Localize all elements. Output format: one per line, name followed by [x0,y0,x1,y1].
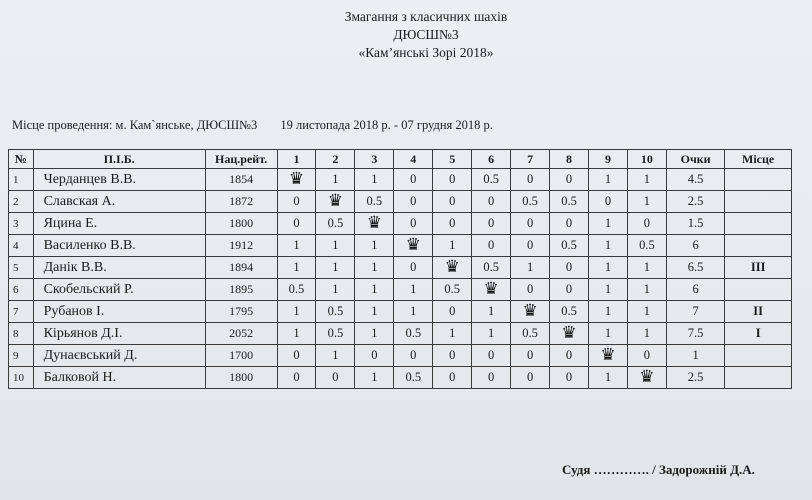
self-cell [472,279,511,301]
self-cell [316,191,355,213]
game-result: 1 [355,257,394,279]
player-points: 1.5 [666,213,724,235]
player-number: 3 [9,213,34,235]
game-result: 0.5 [316,213,355,235]
player-rating: 1854 [205,169,277,191]
player-place: III [725,257,792,279]
game-result: 1 [433,323,472,345]
game-result: 1 [627,301,666,323]
game-result: 1 [277,301,316,323]
game-result: 0 [277,345,316,367]
game-result: 1 [589,235,628,257]
chess-queen-icon: ♛ [366,213,382,233]
player-points: 1 [666,345,724,367]
self-cell [394,235,433,257]
game-result: 0 [394,191,433,213]
game-result: 1 [589,169,628,191]
game-result: 0 [433,191,472,213]
game-result: 0 [627,213,666,235]
player-number: 1 [9,169,34,191]
game-result: 1 [316,279,355,301]
game-result: 0 [433,169,472,191]
player-name: Скобельский Р. [33,279,205,301]
crosstable-body [9,169,792,389]
player-number: 6 [9,279,34,301]
self-cell [511,301,550,323]
game-result: 0 [511,279,550,301]
self-cell [589,345,628,367]
player-points: 2.5 [666,367,724,389]
game-result: 1 [355,367,394,389]
table-row [9,169,792,191]
player-points: 7.5 [666,323,724,345]
game-result: 0 [550,257,589,279]
game-result: 1 [394,301,433,323]
table-row [9,279,792,301]
game-result: 1 [355,279,394,301]
player-rating: 1912 [205,235,277,257]
game-result: 0.5 [394,367,433,389]
chess-queen-icon: ♛ [522,301,538,321]
game-result: 1 [511,257,550,279]
game-result: 0.5 [355,191,394,213]
game-result: 0 [627,345,666,367]
table-row [9,213,792,235]
column-header: 9 [589,150,628,169]
game-result: 1 [627,191,666,213]
chess-queen-icon: ♛ [405,235,421,255]
game-result: 1 [589,367,628,389]
game-result: 1 [589,323,628,345]
player-name: Яцина Е. [33,213,205,235]
player-place [725,213,792,235]
game-result: 1 [627,169,666,191]
game-result: 1 [589,213,628,235]
game-result: 0 [511,213,550,235]
game-result: 1 [316,345,355,367]
game-result: 1 [472,323,511,345]
game-result: 1 [627,323,666,345]
player-number: 5 [9,257,34,279]
game-result: 0.5 [277,279,316,301]
player-rating: 1895 [205,279,277,301]
game-result: 0 [550,345,589,367]
game-result: 0 [277,213,316,235]
competition-title: Змагання з класичних шахів [344,9,508,24]
chess-queen-icon: ♛ [600,345,616,365]
game-result: 1 [433,235,472,257]
player-rating: 1872 [205,191,277,213]
game-result: 0 [394,257,433,279]
chess-queen-icon: ♛ [483,279,499,299]
player-place [725,235,792,257]
tournament-name: «Кам’янські Зорі 2018» [358,45,494,60]
game-result: 0 [472,235,511,257]
game-result: 1 [355,323,394,345]
game-result: 0 [472,213,511,235]
venue-text: Місце проведення: м. Кам`янське, ДЮСШ№3 [12,118,258,132]
school-name: ДЮСШ№3 [393,27,459,42]
player-name: Славская А. [33,191,205,213]
chess-queen-icon: ♛ [639,367,655,387]
player-name: Данік В.В. [33,257,205,279]
game-result: 0 [511,367,550,389]
game-result: 1 [277,323,316,345]
self-cell [433,257,472,279]
player-points: 2.5 [666,191,724,213]
game-result: 0 [472,367,511,389]
player-points: 6.5 [666,257,724,279]
game-result: 1 [627,257,666,279]
self-cell [277,169,316,191]
game-result: 0 [355,345,394,367]
column-header: Нац.рейт. [205,150,277,169]
player-name: Кірьянов Д.І. [33,323,205,345]
venue-line [12,118,493,133]
column-header: 7 [511,150,550,169]
player-place: I [725,323,792,345]
player-place [725,367,792,389]
player-place [725,191,792,213]
player-name: Балковой Н. [33,367,205,389]
column-header: Місце [725,150,792,169]
player-name: Черданцев В.В. [33,169,205,191]
game-result: 0 [550,169,589,191]
table-row [9,367,792,389]
game-result: 1 [277,257,316,279]
game-result: 0.5 [627,235,666,257]
header-row [9,150,792,169]
self-cell [627,367,666,389]
game-result: 0.5 [433,279,472,301]
table-row [9,323,792,345]
chess-queen-icon: ♛ [288,169,305,189]
judge-signature-line: Судя …………. / Задорожній Д.А. [562,462,755,477]
player-place: II [725,301,792,323]
game-result: 0.5 [511,323,550,345]
game-result: 0 [394,345,433,367]
game-result: 0.5 [316,301,355,323]
game-result: 0.5 [472,257,511,279]
column-header: П.І.Б. [33,150,205,169]
tournament-dates: 19 листопада 2018 р. - 07 грудня 2018 р. [280,118,493,132]
player-number: 2 [9,191,34,213]
document-header [0,8,812,62]
game-result: 0 [550,367,589,389]
column-header: 1 [277,150,316,169]
game-result: 0 [394,213,433,235]
game-result: 1 [627,279,666,301]
self-cell [355,213,394,235]
game-result: 1 [589,301,628,323]
game-result: 0.5 [316,323,355,345]
game-result: 0.5 [472,169,511,191]
player-rating: 1795 [205,301,277,323]
column-header: 8 [550,150,589,169]
chess-queen-icon: ♛ [327,191,344,211]
player-name: Рубанов І. [33,301,205,323]
player-rating: 2052 [205,323,277,345]
player-points: 6 [666,235,724,257]
game-result: 1 [316,257,355,279]
game-result: 0 [511,345,550,367]
game-result: 0 [511,169,550,191]
chess-queen-icon: ♛ [561,323,577,343]
game-result: 0 [433,213,472,235]
game-result: 0.5 [394,323,433,345]
column-header: 6 [472,150,511,169]
game-result: 0 [472,191,511,213]
player-number: 10 [9,367,34,389]
game-result: 0 [433,345,472,367]
player-number: 8 [9,323,34,345]
game-result: 0 [316,367,355,389]
player-number: 4 [9,235,34,257]
player-place [725,169,792,191]
column-header: № [9,150,34,169]
game-result: 1 [589,279,628,301]
column-header: 10 [627,150,666,169]
column-header: 2 [316,150,355,169]
table-row [9,235,792,257]
column-header: 3 [355,150,394,169]
table-row [9,257,792,279]
game-result: 0 [394,169,433,191]
game-result: 0.5 [550,235,589,257]
game-result: 0 [472,345,511,367]
game-result: 1 [355,301,394,323]
game-result: 0 [550,279,589,301]
game-result: 1 [355,235,394,257]
chess-queen-icon: ♛ [444,257,460,277]
game-result: 1 [316,169,355,191]
player-number: 7 [9,301,34,323]
table-row [9,191,792,213]
game-result: 1 [316,235,355,257]
player-rating: 1800 [205,367,277,389]
table-row [9,345,792,367]
game-result: 1 [355,169,394,191]
player-name: Василенко В.В. [33,235,205,257]
game-result: 0 [511,235,550,257]
player-place [725,345,792,367]
game-result: 0 [277,191,316,213]
player-number: 9 [9,345,34,367]
game-result: 0.5 [550,191,589,213]
game-result: 1 [589,257,628,279]
player-place [725,279,792,301]
player-rating: 1800 [205,213,277,235]
player-rating: 1700 [205,345,277,367]
self-cell [550,323,589,345]
player-name: Дунаєвський Д. [33,345,205,367]
game-result: 0 [550,213,589,235]
crosstable [8,149,792,389]
game-result: 0 [433,367,472,389]
column-header: Очки [666,150,724,169]
game-result: 1 [472,301,511,323]
column-header: 4 [394,150,433,169]
game-result: 0 [433,301,472,323]
player-rating: 1894 [205,257,277,279]
player-points: 4.5 [666,169,724,191]
game-result: 0 [589,191,628,213]
game-result: 0.5 [511,191,550,213]
column-header: 5 [433,150,472,169]
game-result: 1 [277,235,316,257]
game-result: 0 [277,367,316,389]
table-row [9,301,792,323]
game-result: 0.5 [550,301,589,323]
player-points: 6 [666,279,724,301]
game-result: 1 [394,279,433,301]
player-points: 7 [666,301,724,323]
